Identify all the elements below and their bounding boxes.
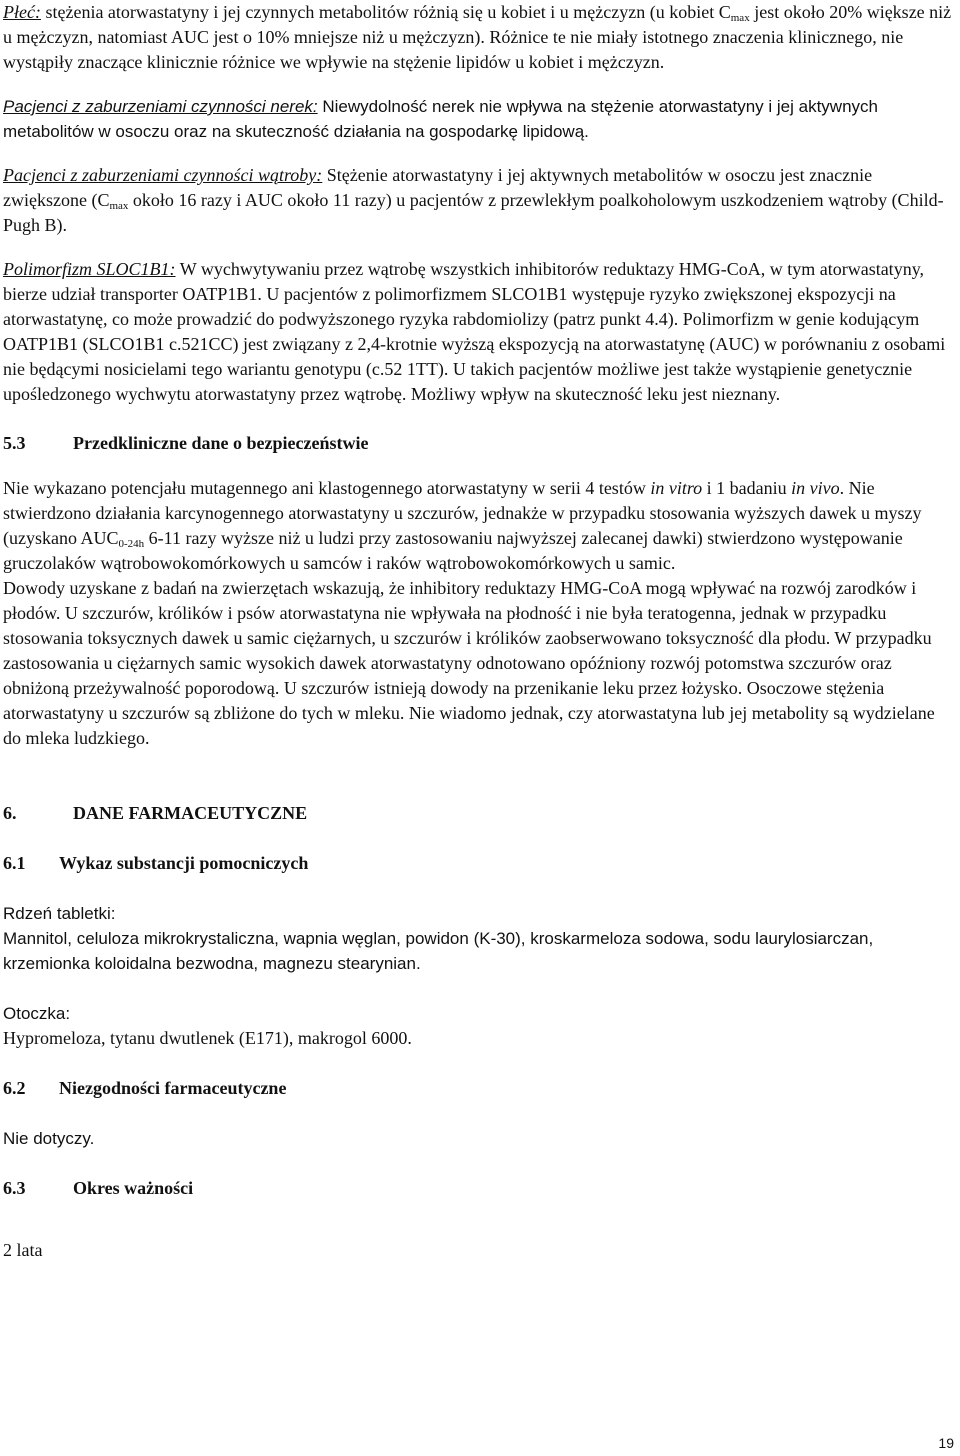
- section-6-3-heading: 6.3 Okres ważności: [3, 1178, 194, 1198]
- core-label: Rdzeń tabletki:: [3, 904, 116, 923]
- label-slco: Polimorfizm SLOC1B1:: [3, 259, 176, 279]
- coating-composition: Hypromeloza, tytanu dwutlenek (E171), makrogol 6000.: [3, 1028, 412, 1048]
- paragraph-mutagenicity: Nie wykazano potencjału mutagennego ani klastogennego atorwastatyny w serii 4 testów in vitro i 1 badaniu in vivo. Nie stwierdzono działania karcynogennego atorwastatyny u szczurów, jednakże w przypadku stosowania wyższych dawek u myszy (uzyskano $AUC_{0-24h}$ 6-11 razy wyższe niż u ludzi przy zastosowaniu najwyższej zalecanej dawki) stwierdzono występowanie gruczolaków wątrobowokomórkowych u samców i raków wątrobowokomórkowych u samic.: [3, 478, 922, 573]
- section-6-2-heading: 6.2 Niezgodności farmaceutyczne: [3, 1078, 287, 1098]
- shelf-life-text: 2 lata: [3, 1240, 43, 1260]
- document-page: [3, 0, 955, 1263]
- paragraph-hepatic: Pacjenci z zaburzeniami czynności wątroby: Stężenie atorwastatyny i jej aktywnych metabolitów w osoczu jest znacznie zwiększone ($C_{max}$ około 16 razy i AUC około 11 razy) u pacjentów z przewlekłym poalkoholowym uszkodzeniem wątroby (Child-Pugh B).: [3, 165, 944, 235]
- section-6-1-heading: 6.1 Wykaz substancji pomocniczych: [3, 853, 309, 873]
- page-number: 19: [938, 1435, 954, 1451]
- paragraph-reproduction: Dowody uzyskane z badań na zwierzętach wskazują, że inhibitory reduktazy HMG-CoA mogą wpływać na rozwój zarodków i płodów. U szczurów, królików i psów atorwastatyna nie wpływała na płodność i nie była teratogenna, jednak w przypadku stosowania toksycznych dawek u samic ciężarnych, u szczurów i królików zaobserwowano toksyczność dla płodu. W przypadku zastosowania u ciężarnych samic wysokich dawek atorwastatyny odnotowano opóźniony rozwój potomstwa szczurów oraz obniżoną przeżywalność poporodową. U szczurów istnieją dowody na przenikanie leku przez łożysko. Osoczowe stężenia atorwastatyny u szczurów są zbliżone do tych w mleku. Nie wiadomo jednak, czy atorwastatyna lub jej metabolity są wydzielane do mleka ludzkiego.: [3, 578, 935, 748]
- paragraph-slco: Polimorfizm SLOC1B1: W wychwytywaniu przez wątrobę wszystkich inhibitorów reduktazy HMG-CoA, w tym atorwastatyny, bierze udział transporter OATP1B1. U pacjentów z polimorfizmem SLCO1B1 występuje ryzyko zwiększonej ekspozycji na atorwastatynę, co może prowadzić do podwyższonego ryzyka rabdomiolizy (patrz punkt 4.4). Polimorfizm w genie kodującym OATP1B1 (SLCO1B1 c.521CC) jest związany z 2,4-krotnie wyższą ekspozycją na atorwastatynę (AUC) w porównaniu z osobami nie będącymi nosicielami tego wariantu genotypu (c.52 1TT). U takich pacjentów możliwe jest także wystąpienie genetycznie upośledzonego wychwytu atorwastatyny przez wątrobę. Możliwy wpływ na skuteczność leku jest nieznany.: [3, 259, 946, 404]
- paragraph-sex: Płeć: stężenia atorwastatyny i jej czynnych metabolitów różnią się u kobiet i u mężczyzn (u kobiet $C_{max}$ jest około 20% większe niż u mężczyzn, natomiast AUC jest o 10% mniejsze niż u mężczyzn). Różnice te nie miały istotnego znaczenia klinicznego, nie wystąpiły znaczące klinicznie różnice we wpływie na stężenie lipidów u kobiet i mężczyzn.: [3, 2, 952, 72]
- incompatibilities-text: Nie dotyczy.: [3, 1129, 95, 1148]
- section-6-heading: 6. DANE FARMACEUTYCZNE: [3, 803, 308, 823]
- paragraph-renal: Pacjenci z zaburzeniami czynności nerek: Niewydolność nerek nie wpływa na stężenie atorwastatyny i jej aktywnych metabolitów w osoczu oraz na skuteczność działania na gospodarkę lipidową.: [3, 97, 878, 141]
- coating-label: Otoczka:: [3, 1004, 71, 1023]
- label-renal: Pacjenci z zaburzeniami czynności nerek:: [3, 97, 318, 116]
- label-hepatic: Pacjenci z zaburzeniami czynności wątroby:: [3, 165, 323, 185]
- core-composition: Mannitol, celuloza mikrokrystaliczna, wapnia węglan, powidon (K-30), kroskarmeloza sodowa, sodu laurylosiarczan, krzemionka koloidalna bezwodna, magnezu stearynian.: [3, 929, 874, 973]
- section-5-3-heading: 5.3 Przedkliniczne dane o bezpieczeństwie: [3, 433, 369, 453]
- label-sex: Płeć:: [3, 2, 41, 22]
